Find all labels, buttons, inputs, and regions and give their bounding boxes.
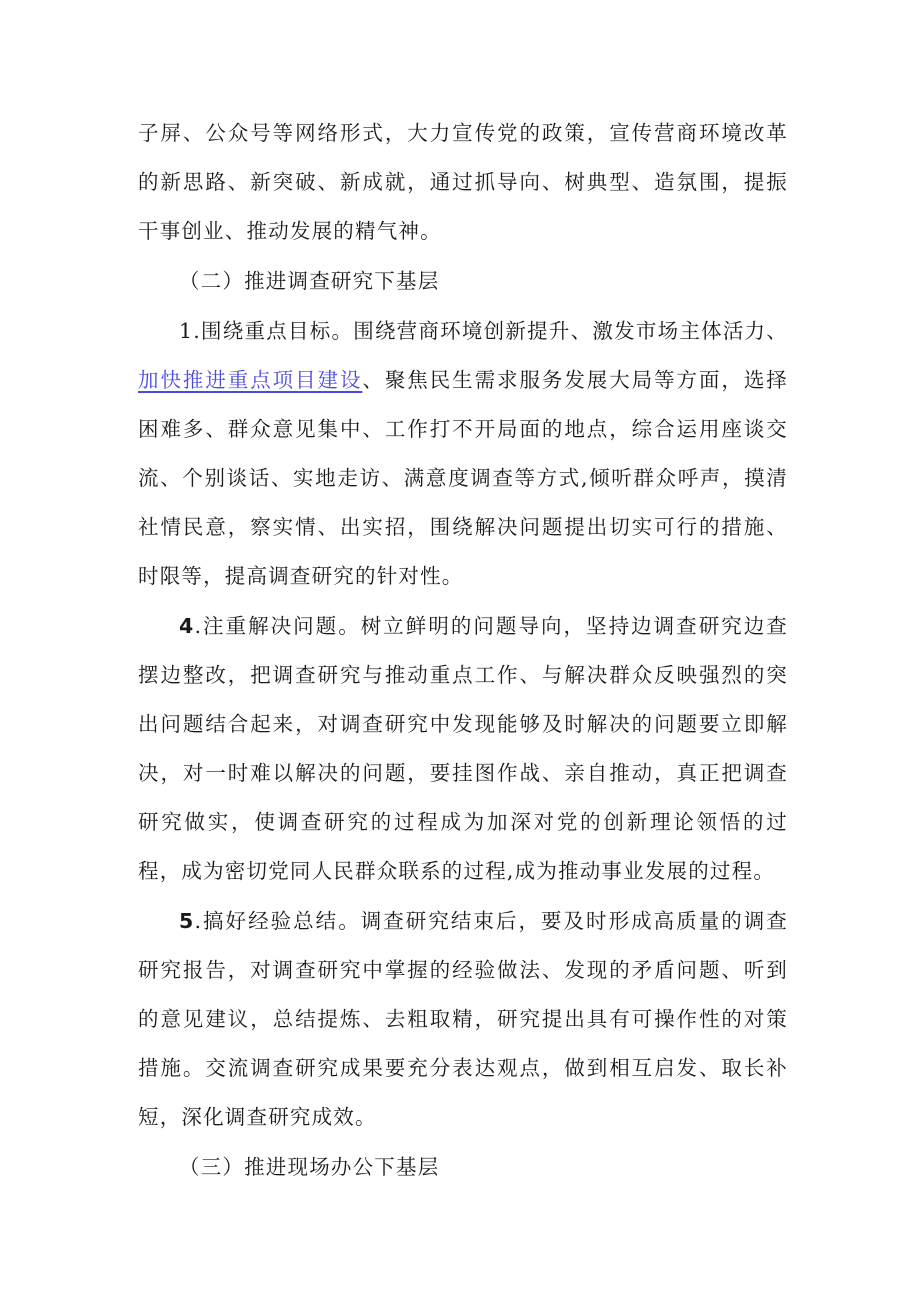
project-link[interactable]: 加快推进重点项目建设 [138, 368, 363, 392]
section-heading-2: （二）推进调查研究下基层 [179, 269, 440, 293]
item-4-text: .注重解决问题。树立鲜明的问题导向，坚持边调查研究边查摆边整改，把调查研究与推动重点工作、与解决群众反映强烈的突出问题结合起来，对调查研究中发现能够及时解决的问题要立即解决，对一时难以解决的问题，要挂图作战、亲自推动，真正把调查研究做实，使调查研究的过程成为加深对党的创新理论领悟的过程，成为密切党同人民群众联系的过程,成为推动事业发展的过程。 [138, 614, 788, 883]
item-5-text: .搞好经验总结。调查研究结束后，要及时形成高质量的调查研究报告，对调查研究中掌握的经验做法、发现的矛盾问题、听到的意见建议，总结提炼、去粗取精，研究提出具有可操作性的对策措施。交流调查研究成果要充分表达观点，做到相互启发、取长补短，深化调查研究成效。 [138, 909, 788, 1129]
item-1-text-start: 1.围绕重点目标。围绕营商环境创新提升、激发市场主体活力、 [179, 319, 788, 343]
document-page [138, 109, 788, 1192]
section-heading-3: （三）推进现场办公下基层 [179, 1155, 440, 1179]
paragraph-item-5 [138, 897, 788, 1142]
paragraph-item-4 [138, 602, 788, 896]
paragraph-item-1 [138, 307, 788, 601]
paragraph-continuation: 子屏、公众号等网络形式，大力宣传党的政策，宣传营商环境改革的新思路、新突破、新成就，通过抓导向、树典型、造氛围，提振干事创业、推动发展的精气神。 [138, 121, 788, 243]
item-4-number: 4 [179, 614, 195, 638]
item-5-number: 5 [179, 909, 195, 933]
item-1-text-rest: 、聚焦民生需求服务发展大局等方面，选择困难多、群众意见集中、工作打不开局面的地点，综合运用座谈交流、个别谈话、实地走访、满意度调查等方式,倾听群众呼声，摸清社情民意，察实情、出实招，围绕解决问题提出切实可行的措施、时限等，提高调查研究的针对性。 [138, 368, 788, 588]
